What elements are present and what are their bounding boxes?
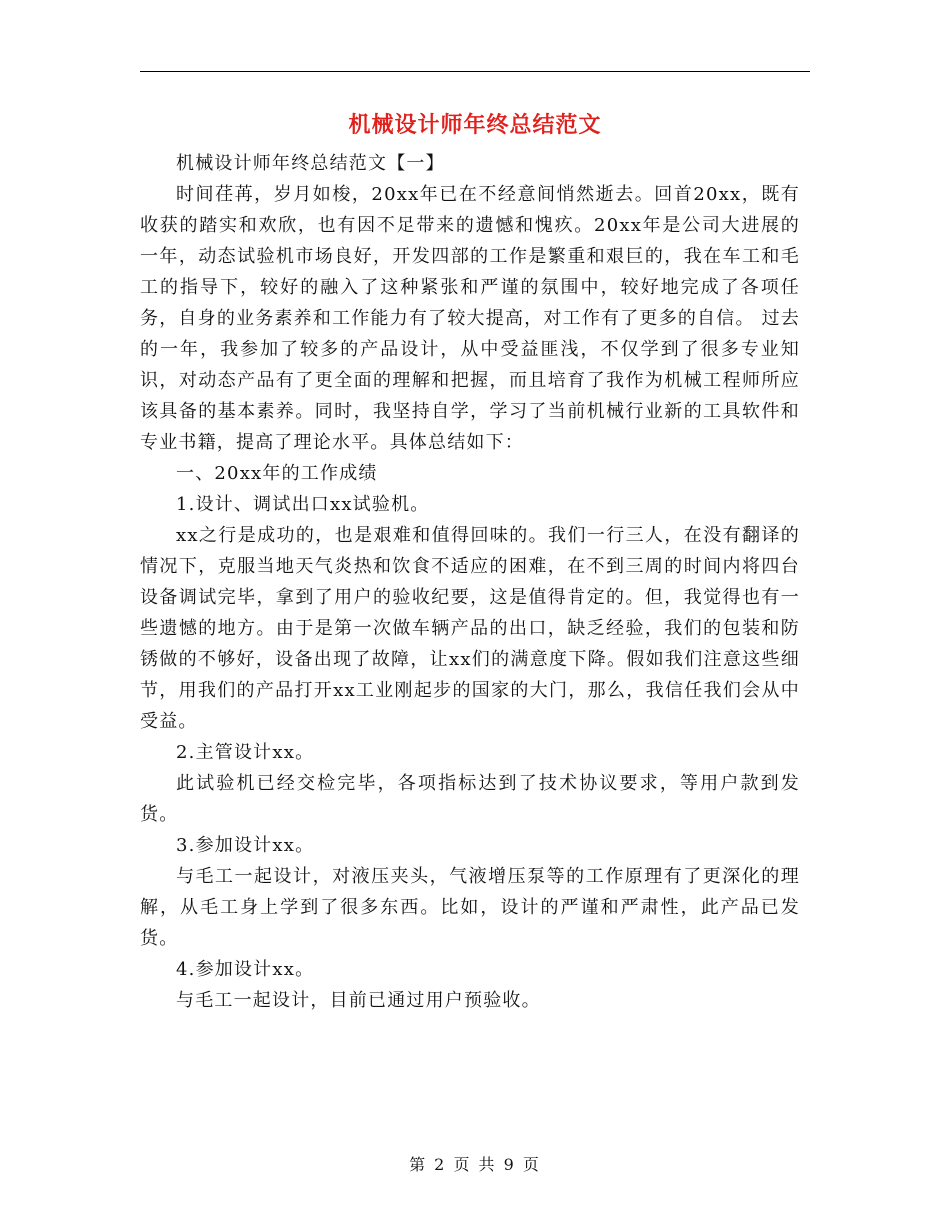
item-heading-2: 2.主管设计xx。 (176, 742, 315, 763)
paragraph-item-2: 此试验机已经交检完毕，各项指标达到了技术协议要求，等用户款到发货。 (140, 773, 800, 825)
page-number-footer: 第 2 页 共 9 页 (409, 1155, 541, 1174)
paragraph-item-3: 与毛工一起设计，对液压夹头，气液增压泵等的工作原理有了更深化的理解，从毛工身上学到了很多东西。比如，设计的严谨和严肃性，此产品已发货。 (140, 866, 800, 949)
item-heading-4: 4.参加设计xx。 (176, 959, 315, 980)
header-rule (140, 71, 810, 72)
paragraph-item-1: xx之行是成功的，也是艰难和值得回味的。我们一行三人，在没有翻译的情况下，克服当地天气炎热和饮食不适应的困难，在不到三周的时间内将四台设备调试完毕，拿到了用户的验收纪要，这是值得肯定的。但，我觉得也有一些遗憾的地方。由于是第一次做车辆产品的出口，缺乏经验，我们的包装和防锈做的不够好，设备出现了故障，让xx们的满意度下降。假如我们注意这些细节，用我们的产品打开xx工业刚起步的国家的大门，那么，我信任我们会从中受益。 (140, 525, 800, 732)
subheading-achievements: 一、20xx年的工作成绩 (176, 463, 378, 484)
document-title: 机械设计师年终总结范文 (348, 112, 602, 138)
document-body (140, 148, 800, 1016)
paragraph-intro: 时间荏苒，岁月如梭，20xx年已在不经意间悄然逝去。回首20xx，既有收获的踏实和欢欣，也有因不足带来的遗憾和愧疚。20xx年是公司大进展的一年，动态试验机市场良好，开发四部的工作是繁重和艰巨的，我在车工和毛工的指导下，较好的融入了这种紧张和严谨的氛围中，较好地完成了各项任务，自身的业务素养和工作能力有了较大提高，对工作有了更多的自信。 过去的一年，我参加了较多的产品设计，从中受益匪浅，不仅学到了很多专业知识，对动态产品有了更全面的理解和把握，而且培育了我作为机械工程师所应该具备的基本素养。同时，我坚持自学，学习了当前机械行业新的工具软件和专业书籍，提高了理论水平。具体总结如下： (140, 184, 800, 453)
section-heading: 机械设计师年终总结范文【一】 (176, 153, 445, 174)
item-heading-3: 3.参加设计xx。 (176, 835, 315, 856)
paragraph-item-4: 与毛工一起设计，目前已通过用户预验收。 (176, 990, 541, 1011)
item-heading-1: 1.设计、调试出口xx试验机。 (176, 494, 430, 515)
